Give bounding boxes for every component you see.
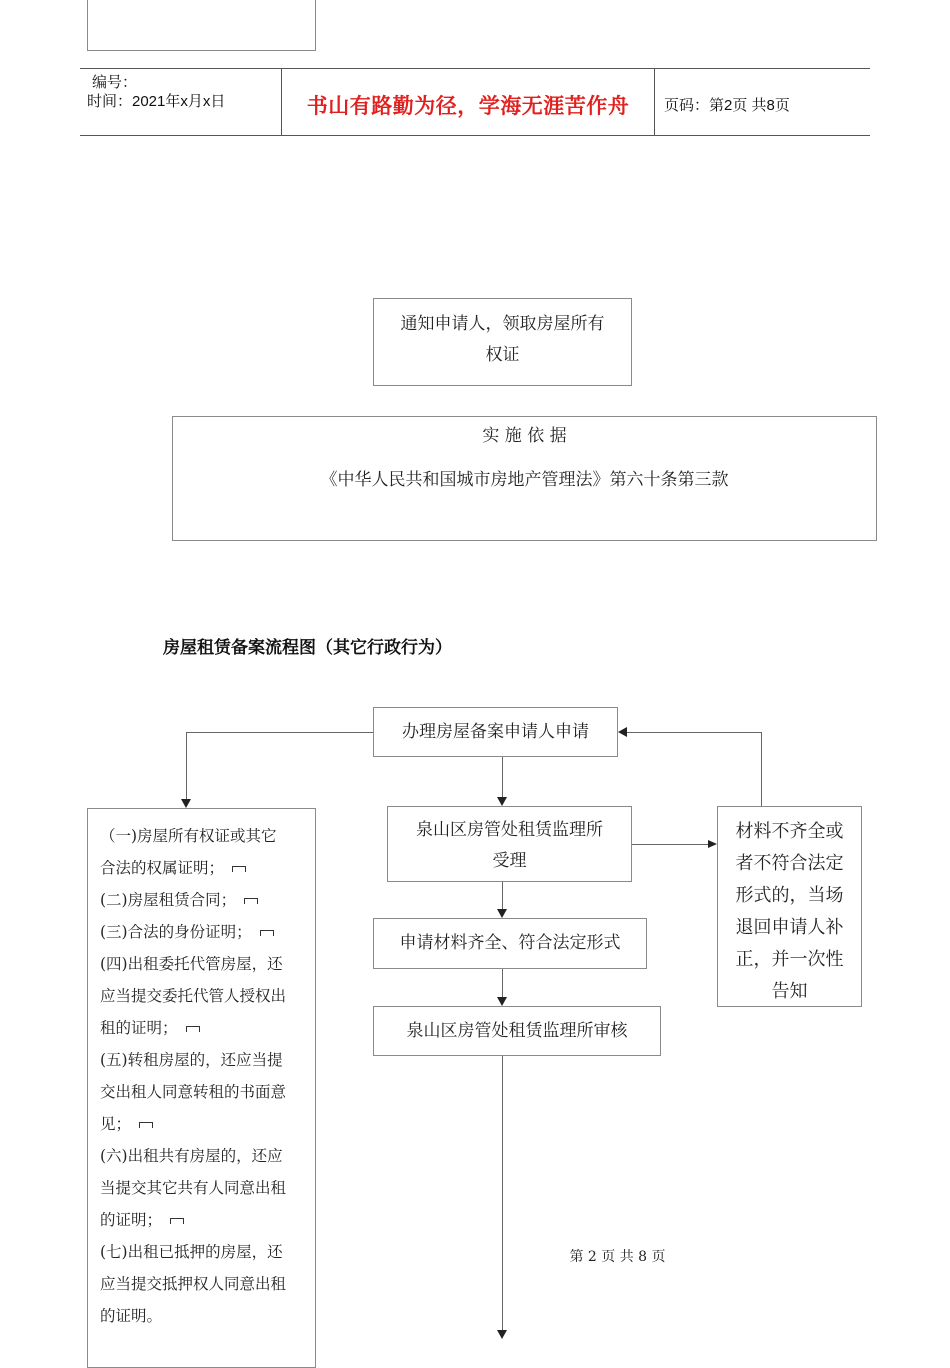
- bracket-mark-icon: [244, 898, 258, 904]
- materials-line: （一)房屋所有权证或其它: [100, 827, 277, 845]
- flow-title: 房屋租赁备案流程图（其它行政行为）: [163, 638, 452, 658]
- header-bottom-rule: [80, 135, 870, 136]
- arrow-down-icon: [497, 997, 507, 1006]
- arrow-down-icon: [497, 1330, 507, 1339]
- materials-line: 见；: [100, 1115, 132, 1133]
- time-label: 时间：2021年x月x日: [87, 93, 226, 110]
- arrow-right-icon: [708, 840, 717, 848]
- materials-line: 的证明；: [100, 1211, 163, 1229]
- bracket-mark-icon: [232, 866, 246, 872]
- materials-line: (七)出租已抵押的房屋，还: [100, 1243, 283, 1261]
- basis-title: 实 施 依 据: [482, 426, 567, 446]
- page-footer: 第 2 页 共 8 页: [569, 1249, 666, 1265]
- connector-accept-to-reject: [632, 844, 709, 845]
- materials-line: (二)房屋租赁合同；: [100, 891, 237, 909]
- notify-line-2: 权证: [485, 345, 520, 365]
- connector-reject-return-h: [627, 732, 761, 733]
- bracket-mark-icon: [139, 1122, 153, 1128]
- basis-text: 《中华人民共和国城市房地产管理法》第六十条第三款: [320, 470, 729, 490]
- connector-apply-to-list-v: [186, 732, 187, 800]
- accept-line-1: 泉山区房管处租赁监理所: [416, 820, 603, 840]
- bracket-mark-icon: [170, 1218, 184, 1224]
- materials-line: 应当提交抵押权人同意出租: [100, 1275, 287, 1293]
- bracket-mark-icon: [260, 930, 274, 936]
- connector-reject-return-v: [761, 732, 762, 806]
- reject-line-6: 告知: [771, 981, 808, 1002]
- connector-apply-to-list-h: [186, 732, 373, 733]
- reject-line-4: 退回申请人补: [735, 917, 844, 938]
- materials-line: 合法的权属证明；: [100, 859, 225, 877]
- apply-box: [373, 707, 618, 757]
- materials-line: 应当提交委托代管人授权出: [100, 987, 287, 1005]
- materials-line: 当提交其它共有人同意出租: [100, 1179, 287, 1197]
- materials-complete-text: 申请材料齐全、符合法定形式: [399, 933, 621, 953]
- apply-text: 办理房屋备案申请人申请: [402, 722, 589, 742]
- connector-review-down: [502, 1056, 503, 1331]
- reject-line-2: 者不符合法定: [735, 853, 844, 874]
- connector-apply-to-accept: [502, 757, 503, 798]
- header-divider-right: [654, 68, 655, 135]
- connector-complete-to-review: [502, 969, 503, 998]
- serial-label: 编号：: [92, 74, 138, 91]
- reject-line-5: 正，并一次性: [735, 949, 844, 970]
- arrow-down-icon: [497, 797, 507, 806]
- basis-box: [172, 416, 877, 541]
- accept-box: [387, 806, 632, 882]
- connector-accept-to-complete: [502, 882, 503, 910]
- bracket-mark-icon: [186, 1026, 200, 1032]
- arrow-down-icon: [497, 909, 507, 918]
- materials-line: (四)出租委托代管房屋，还: [100, 955, 283, 973]
- review-box: [373, 1006, 661, 1056]
- top-left-box: [87, 0, 316, 51]
- reject-box: [717, 806, 862, 1007]
- page-label: 页码：第2页 共8页: [664, 97, 790, 114]
- materials-line: (三)合法的身份证明；: [100, 923, 252, 941]
- materials-line: 租的证明；: [100, 1019, 178, 1037]
- arrow-down-icon: [181, 799, 191, 808]
- reject-line-1: 材料不齐全或: [735, 821, 844, 842]
- materials-line: (六)出租共有房屋的，还应: [100, 1147, 283, 1165]
- materials-line: (五)转租房屋的，还应当提: [100, 1051, 283, 1069]
- materials-list-box: [87, 808, 316, 1368]
- reject-line-3: 形式的，当场: [735, 885, 844, 906]
- notify-applicant-box: [373, 298, 632, 386]
- header-top-rule: [80, 68, 870, 69]
- arrow-left-icon: [618, 727, 627, 737]
- review-text: 泉山区房管处租赁监理所审核: [406, 1021, 628, 1041]
- materials-line: 的证明。: [100, 1307, 163, 1325]
- materials-line: 交出租人同意转租的书面意: [100, 1083, 287, 1101]
- materials-complete-box: [373, 918, 647, 969]
- accept-line-2: 受理: [492, 851, 527, 871]
- header-motto: 书山有路勤为径，学海无涯苦作舟: [306, 95, 630, 118]
- notify-line-1: 通知申请人，领取房屋所有: [400, 314, 605, 334]
